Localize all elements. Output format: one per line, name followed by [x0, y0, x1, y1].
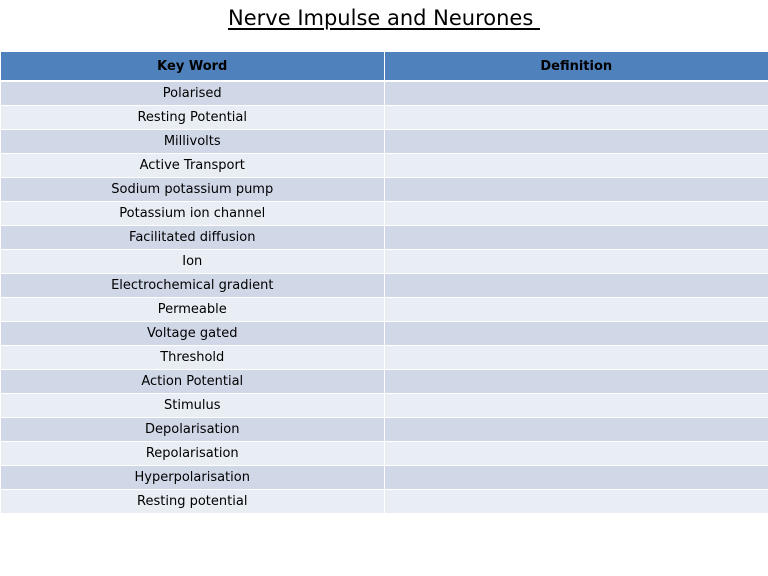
key-word-cell: Polarised: [1, 81, 384, 106]
table-row: [1, 81, 768, 106]
key-word-cell: Action Potential: [1, 370, 384, 394]
table-body: [1, 81, 768, 513]
key-word-cell: Threshold: [1, 346, 384, 370]
definition-cell[interactable]: [384, 106, 768, 130]
definition-cell[interactable]: [384, 298, 768, 322]
definition-cell[interactable]: [384, 442, 768, 466]
table-row: [1, 322, 768, 346]
key-word-cell: Facilitated diffusion: [1, 226, 384, 250]
key-word-cell: Active Transport: [1, 154, 384, 178]
definition-cell[interactable]: [384, 130, 768, 154]
table-row: [1, 274, 768, 298]
table-row: [1, 466, 768, 490]
table-row: [1, 130, 768, 154]
key-word-cell: Hyperpolarisation: [1, 466, 384, 490]
key-word-cell: Depolarisation: [1, 418, 384, 442]
definition-cell[interactable]: [384, 322, 768, 346]
table-row: [1, 394, 768, 418]
key-word-cell: Resting Potential: [1, 106, 384, 130]
key-word-cell: Permeable: [1, 298, 384, 322]
table-row: [1, 370, 768, 394]
header-definition: Definition: [384, 52, 768, 81]
key-word-cell: Potassium ion channel: [1, 202, 384, 226]
definition-cell[interactable]: [384, 250, 768, 274]
table-row: [1, 154, 768, 178]
header-key-word: Key Word: [1, 52, 384, 81]
definition-cell[interactable]: [384, 226, 768, 250]
definition-cell[interactable]: [384, 490, 768, 514]
definition-cell[interactable]: [384, 466, 768, 490]
key-word-cell: Voltage gated: [1, 322, 384, 346]
key-word-cell: Electrochemical gradient: [1, 274, 384, 298]
key-word-cell: Resting potential: [1, 490, 384, 514]
key-word-cell: Sodium potassium pump: [1, 178, 384, 202]
definition-cell[interactable]: [384, 394, 768, 418]
table-row: [1, 298, 768, 322]
table-row: [1, 346, 768, 370]
slide-title: Nerve Impulse and Neurones: [228, 6, 540, 30]
definition-cell[interactable]: [384, 178, 768, 202]
table-row: [1, 106, 768, 130]
definition-cell[interactable]: [384, 154, 768, 178]
definition-cell[interactable]: [384, 202, 768, 226]
definition-cell[interactable]: [384, 81, 768, 106]
definition-cell[interactable]: [384, 346, 768, 370]
table-row: [1, 418, 768, 442]
key-word-cell: Millivolts: [1, 130, 384, 154]
key-word-cell: Stimulus: [1, 394, 384, 418]
table-row: [1, 226, 768, 250]
table-row: [1, 490, 768, 514]
table-row: [1, 178, 768, 202]
definition-cell[interactable]: [384, 370, 768, 394]
table-header-row: [1, 52, 768, 81]
key-word-table: [1, 52, 768, 513]
definition-cell[interactable]: [384, 418, 768, 442]
key-word-cell: Ion: [1, 250, 384, 274]
table-row: [1, 442, 768, 466]
key-word-cell: Repolarisation: [1, 442, 384, 466]
definition-cell[interactable]: [384, 274, 768, 298]
table-row: [1, 250, 768, 274]
table-row: [1, 202, 768, 226]
